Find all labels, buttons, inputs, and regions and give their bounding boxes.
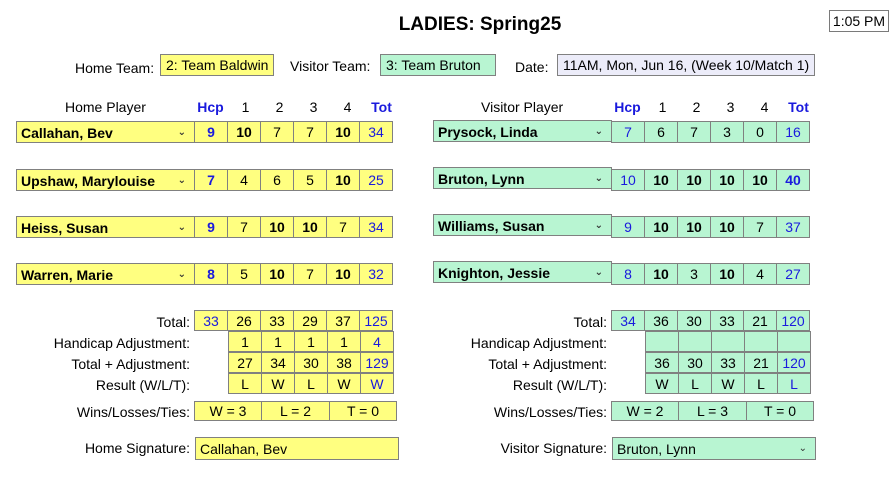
visitor-player-name: Prysock, Linda (438, 124, 538, 140)
home-player-select[interactable] (16, 169, 195, 191)
home-score-cell[interactable]: 6 (260, 169, 294, 191)
home-total-adj-tot: 129 (360, 352, 394, 373)
chevron-down-icon: ⌄ (177, 222, 186, 233)
home-result-cell: W (261, 373, 295, 394)
home-score-cell[interactable]: 7 (260, 121, 294, 143)
visitor-score-cell[interactable]: 10 (710, 169, 744, 191)
visitor-score-cell[interactable]: 3 (710, 121, 744, 143)
visitor-total-adj-label: Total + Adjustment: (488, 356, 607, 372)
chevron-down-icon: ⌄ (177, 175, 186, 186)
visitor-score-cell[interactable]: 6 (644, 121, 678, 143)
visitor-player-name: Williams, Susan (438, 218, 545, 234)
visitor-result-cell: L (678, 373, 712, 394)
visitor-player-header: Visitor Player (481, 99, 564, 115)
home-score-cell[interactable]: 10 (260, 216, 294, 238)
visitor-score-cell[interactable]: 10 (644, 263, 678, 285)
visitor-total-tot: 120 (776, 310, 810, 331)
visitor-adjustment-tot (777, 331, 811, 352)
date-label: Date: (515, 59, 549, 75)
home-total-cell: 37 (326, 310, 360, 331)
home-adjustment-cell: 1 (327, 331, 361, 352)
visitor-score-cell[interactable]: 10 (710, 216, 744, 238)
home-total-cell: 29 (293, 310, 327, 331)
visitor-total-cell: 30 (677, 310, 711, 331)
visitor-total-cell: 21 (743, 310, 777, 331)
home-player-select[interactable] (16, 263, 195, 285)
visitor-adjustment-cell (645, 331, 679, 352)
home-team-label: Home Team: (75, 60, 155, 76)
home-tot-header: Tot (371, 99, 392, 115)
home-result-cell: W (327, 373, 361, 394)
home-score-cell[interactable]: 10 (227, 121, 261, 143)
chevron-down-icon: ⌄ (177, 269, 186, 280)
visitor-result-tot: L (777, 373, 811, 394)
home-score-cell[interactable]: 10 (260, 263, 294, 285)
visitor-total-label: Total: (573, 314, 607, 330)
visitor-player-select[interactable] (433, 261, 612, 283)
home-game2-header: 2 (275, 99, 284, 115)
home-tot-cell: 34 (359, 216, 393, 238)
home-total-adj-cell: 30 (294, 352, 328, 373)
home-total-adj-cell: 27 (228, 352, 262, 373)
visitor-total-adj-cell: 36 (645, 352, 679, 373)
chevron-down-icon: ⌄ (177, 127, 186, 138)
visitor-player-name: Bruton, Lynn (438, 171, 525, 187)
home-adjustment-label: Handicap Adjustment: (53, 335, 190, 351)
home-hcp-header: Hcp (197, 99, 224, 115)
visitor-score-cell[interactable]: 10 (644, 216, 678, 238)
visitor-total-cell: 36 (644, 310, 678, 331)
visitor-wlt-label: Wins/Losses/Ties: (493, 404, 607, 420)
visitor-score-cell[interactable]: 10 (677, 216, 711, 238)
home-adjustment-cell: 1 (294, 331, 328, 352)
home-signature-label: Home Signature: (84, 440, 190, 456)
home-wlt-label: Wins/Losses/Ties: (76, 404, 190, 420)
home-hcp-cell[interactable]: 7 (194, 169, 228, 191)
date-field[interactable]: 11AM, Mon, Jun 16, (Week 10/Match 1) (557, 54, 815, 76)
visitor-score-cell[interactable]: 0 (743, 121, 777, 143)
home-wins-cell: W = 3 (194, 401, 262, 421)
visitor-game3-header: 3 (726, 99, 735, 115)
home-score-cell[interactable]: 7 (293, 121, 327, 143)
visitor-hcp-cell[interactable]: 10 (611, 169, 645, 191)
chevron-down-icon: ⌄ (594, 220, 603, 231)
visitor-total-hcp: 34 (611, 310, 645, 331)
visitor-signature-label: Visitor Signature: (500, 440, 607, 456)
home-player-header: Home Player (65, 99, 146, 115)
home-signature-value: Callahan, Bev (200, 441, 288, 457)
chevron-down-icon: ⌄ (594, 267, 603, 278)
home-game3-header: 3 (309, 99, 318, 115)
visitor-adjustment-cell (711, 331, 745, 352)
visitor-game2-header: 2 (692, 99, 701, 115)
home-result-cell: L (294, 373, 328, 394)
visitor-total-adj-tot: 120 (777, 352, 811, 373)
home-total-hcp: 33 (194, 310, 228, 331)
visitor-adjustment-label: Handicap Adjustment: (470, 335, 607, 351)
visitor-result-label: Result (W/L/T): (512, 377, 607, 393)
home-signature-field[interactable] (195, 437, 399, 460)
home-score-cell[interactable]: 10 (326, 263, 360, 285)
home-player-name: Upshaw, Marylouise (21, 173, 156, 189)
clock-display: 1:05 PM (829, 10, 889, 32)
home-score-cell[interactable]: 10 (326, 121, 360, 143)
home-total-tot: 125 (359, 310, 393, 331)
visitor-total-adj-cell: 21 (744, 352, 778, 373)
home-hcp-cell[interactable]: 9 (194, 121, 228, 143)
visitor-hcp-header: Hcp (614, 99, 641, 115)
visitor-tot-cell: 40 (776, 169, 810, 191)
home-tot-cell: 34 (359, 121, 393, 143)
visitor-wins-cell: W = 2 (611, 401, 679, 421)
visitor-result-cell: W (645, 373, 679, 394)
home-player-name: Warren, Marie (21, 267, 114, 283)
visitor-result-cell: W (711, 373, 745, 394)
visitor-score-cell[interactable]: 4 (743, 263, 777, 285)
visitor-score-cell[interactable]: 10 (710, 263, 744, 285)
home-adjustment-cell: 1 (261, 331, 295, 352)
visitor-tot-cell: 37 (776, 216, 810, 238)
visitor-total-cell: 33 (710, 310, 744, 331)
home-score-cell[interactable]: 10 (326, 169, 360, 191)
visitor-score-cell[interactable]: 7 (677, 121, 711, 143)
home-player-name: Heiss, Susan (21, 220, 109, 236)
home-total-cell: 26 (227, 310, 261, 331)
home-player-name: Callahan, Bev (21, 125, 113, 141)
visitor-game4-header: 4 (760, 99, 769, 115)
visitor-team-label: Visitor Team: (290, 58, 371, 74)
visitor-score-cell[interactable]: 3 (677, 263, 711, 285)
visitor-adjustment-cell (678, 331, 712, 352)
home-score-cell[interactable]: 5 (293, 169, 327, 191)
visitor-total-adj-cell: 30 (678, 352, 712, 373)
home-total-label: Total: (156, 314, 190, 330)
home-total-adj-cell: 38 (327, 352, 361, 373)
home-score-cell[interactable]: 4 (227, 169, 261, 191)
visitor-result-cell: L (744, 373, 778, 394)
home-adjustment-cell: 1 (228, 331, 262, 352)
visitor-player-select[interactable] (433, 120, 612, 142)
home-result-tot: W (360, 373, 394, 394)
home-total-adj-label: Total + Adjustment: (71, 356, 190, 372)
home-hcp-cell[interactable]: 9 (194, 216, 228, 238)
visitor-score-cell[interactable]: 10 (743, 169, 777, 191)
visitor-player-select[interactable] (433, 167, 612, 189)
home-tot-cell: 25 (359, 169, 393, 191)
visitor-tot-header: Tot (788, 99, 809, 115)
home-total-cell: 33 (260, 310, 294, 331)
home-adjustment-tot: 4 (360, 331, 394, 352)
visitor-signature-field[interactable] (612, 437, 816, 460)
visitor-score-cell[interactable]: 10 (644, 169, 678, 191)
home-hcp-cell[interactable]: 8 (194, 263, 228, 285)
home-tot-cell: 32 (359, 263, 393, 285)
visitor-game1-header: 1 (658, 99, 667, 115)
visitor-score-cell[interactable]: 7 (743, 216, 777, 238)
home-game4-header: 4 (343, 99, 352, 115)
home-score-cell[interactable]: 7 (293, 263, 327, 285)
chevron-down-icon: ⌄ (594, 173, 603, 184)
visitor-player-name: Knighton, Jessie (438, 265, 551, 281)
home-losses-cell: L = 2 (261, 401, 330, 421)
visitor-score-cell[interactable]: 10 (677, 169, 711, 191)
visitor-hcp-cell[interactable]: 8 (611, 263, 645, 285)
home-result-cell: L (228, 373, 262, 394)
home-player-select[interactable] (16, 216, 195, 238)
visitor-player-select[interactable] (433, 214, 612, 236)
home-score-cell[interactable]: 10 (293, 216, 327, 238)
home-score-cell[interactable]: 7 (227, 216, 261, 238)
chevron-down-icon: ⌄ (594, 126, 603, 137)
visitor-hcp-cell[interactable]: 7 (611, 121, 645, 143)
home-score-cell[interactable]: 5 (227, 263, 261, 285)
visitor-adjustment-cell (744, 331, 778, 352)
home-score-cell[interactable]: 7 (326, 216, 360, 238)
visitor-tot-cell: 27 (776, 263, 810, 285)
visitor-hcp-cell[interactable]: 9 (611, 216, 645, 238)
home-player-select[interactable] (16, 121, 195, 143)
visitor-losses-cell: L = 3 (678, 401, 747, 421)
visitor-total-adj-cell: 33 (711, 352, 745, 373)
visitor-signature-value: Bruton, Lynn (617, 441, 696, 457)
home-result-label: Result (W/L/T): (95, 377, 190, 393)
page-title: LADIES: Spring25 (398, 14, 562, 35)
chevron-down-icon: ⌄ (798, 443, 807, 454)
home-game1-header: 1 (241, 99, 250, 115)
visitor-ties-cell: T = 0 (746, 401, 814, 421)
visitor-team-field[interactable]: 3: Team Bruton (380, 54, 496, 76)
home-total-adj-cell: 34 (261, 352, 295, 373)
visitor-tot-cell: 16 (776, 121, 810, 143)
home-team-field[interactable]: 2: Team Baldwin (160, 54, 274, 76)
home-ties-cell: T = 0 (329, 401, 397, 421)
